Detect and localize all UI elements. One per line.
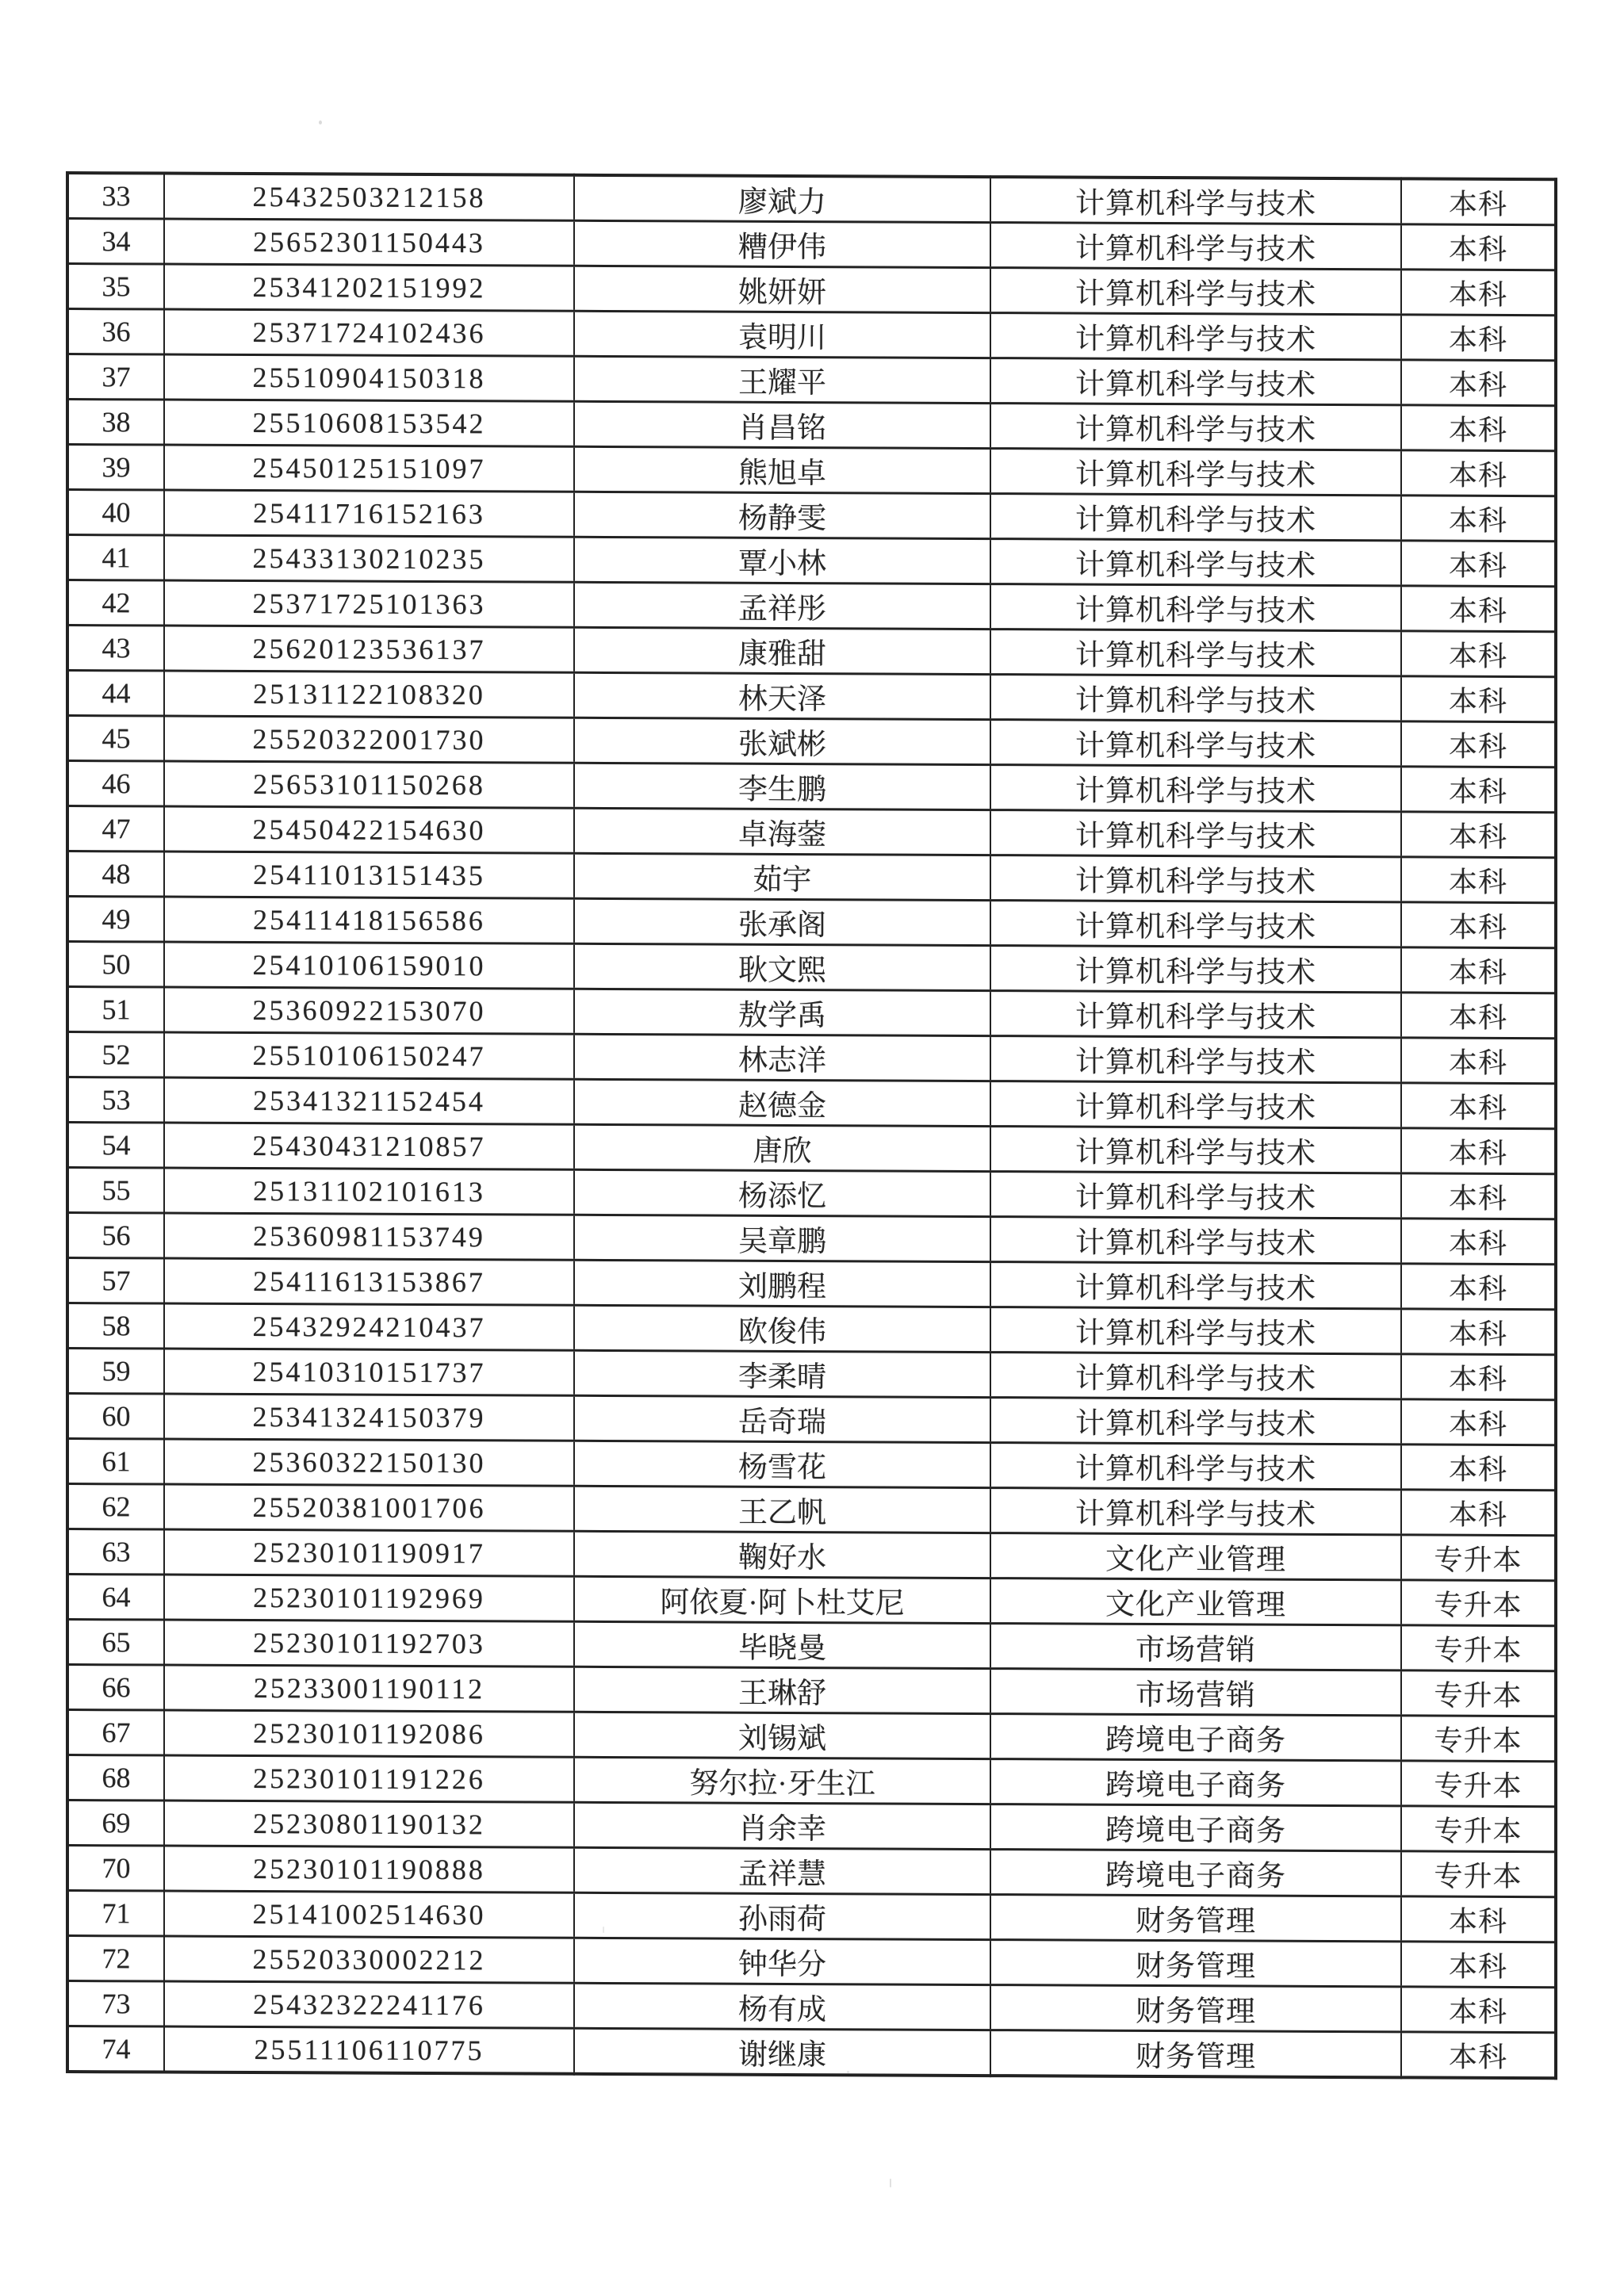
cell-student-name: 唐欣	[574, 1124, 990, 1171]
admission-table	[66, 171, 1557, 2080]
cell-major: 计算机科学与技术	[990, 177, 1401, 224]
scan-artifact	[847, 2071, 849, 2073]
cell-level: 本科	[1401, 631, 1556, 677]
cell-student-name: 杨雪花	[574, 1441, 990, 1487]
cell-row-number: 70	[67, 1846, 164, 1892]
cell-row-number: 55	[67, 1168, 164, 1214]
cell-student-name: 孙雨荷	[574, 1892, 990, 1939]
cell-student-name: 毕晓曼	[574, 1621, 990, 1668]
cell-candidate-number: 25410106159010	[164, 942, 574, 989]
cell-student-name: 赵德金	[574, 1079, 990, 1126]
cell-level: 本科	[1401, 1987, 1556, 2033]
cell-level: 专升本	[1401, 1670, 1556, 1716]
cell-student-name: 孟祥慧	[574, 1847, 990, 1894]
cell-student-name: 王耀平	[574, 356, 990, 403]
table-row	[67, 1439, 1556, 1490]
cell-row-number: 41	[67, 535, 164, 581]
cell-candidate-number: 25520330002212	[164, 1936, 574, 1983]
cell-row-number: 47	[67, 806, 164, 852]
cell-level: 本科	[1401, 1219, 1556, 1265]
cell-row-number: 40	[67, 490, 164, 536]
cell-candidate-number: 25233001190112	[164, 1665, 574, 1712]
cell-row-number: 69	[67, 1800, 164, 1846]
cell-candidate-number: 25620123536137	[164, 626, 574, 672]
cell-level: 本科	[1401, 902, 1556, 948]
cell-major: 计算机科学与技术	[990, 720, 1401, 767]
cell-candidate-number: 25511106110775	[164, 2026, 574, 2074]
cell-student-name: 努尔拉·牙生江	[574, 1757, 990, 1804]
cell-student-name: 袁明川	[574, 311, 990, 358]
cell-major: 计算机科学与技术	[990, 494, 1401, 541]
cell-major: 计算机科学与技术	[990, 946, 1401, 993]
cell-student-name: 吴章鹏	[574, 1215, 990, 1261]
cell-major: 计算机科学与技术	[990, 449, 1401, 496]
cell-row-number: 33	[67, 173, 164, 219]
table-row	[67, 2026, 1556, 2079]
cell-major: 计算机科学与技术	[990, 810, 1401, 857]
cell-candidate-number: 25230801190132	[164, 1800, 574, 1847]
cell-candidate-number: 25230101192086	[164, 1710, 574, 1757]
cell-student-name: 鞠好水	[574, 1531, 990, 1578]
table-row	[67, 535, 1556, 587]
cell-major: 计算机科学与技术	[990, 1036, 1401, 1083]
cell-major: 跨境电子商务	[990, 1714, 1401, 1761]
cell-level: 专升本	[1401, 1761, 1556, 1807]
cell-student-name: 耿文熙	[574, 943, 990, 990]
cell-level: 本科	[1401, 947, 1556, 993]
cell-level: 专升本	[1401, 1716, 1556, 1762]
table-row	[67, 1303, 1556, 1355]
cell-level: 专升本	[1401, 1851, 1556, 1897]
cell-level: 本科	[1401, 1083, 1556, 1129]
cell-row-number: 42	[67, 580, 164, 626]
cell-major: 文化产业管理	[990, 1578, 1401, 1625]
cell-row-number: 56	[67, 1213, 164, 1259]
table-row	[67, 219, 1556, 270]
cell-row-number: 35	[67, 264, 164, 310]
table-row	[67, 761, 1556, 813]
cell-major: 市场营销	[990, 1624, 1401, 1670]
cell-student-name: 李生鹏	[574, 763, 990, 809]
cell-student-name: 王乙帆	[574, 1486, 990, 1533]
cell-row-number: 60	[67, 1394, 164, 1440]
cell-candidate-number: 25230101191226	[164, 1755, 574, 1802]
cell-student-name: 孟祥彤	[574, 582, 990, 629]
cell-level: 本科	[1401, 1128, 1556, 1174]
cell-candidate-number: 25141002514630	[164, 1891, 574, 1938]
cell-student-name: 糟伊伟	[574, 220, 990, 267]
table-row	[67, 987, 1556, 1039]
cell-major: 计算机科学与技术	[990, 539, 1401, 586]
table-row	[67, 1755, 1556, 1807]
cell-level: 本科	[1401, 178, 1556, 224]
cell-row-number: 38	[67, 400, 164, 446]
cell-row-number: 52	[67, 1032, 164, 1078]
cell-major: 财务管理	[990, 1940, 1401, 1987]
cell-major: 计算机科学与技术	[990, 991, 1401, 1038]
cell-major: 计算机科学与技术	[990, 1398, 1401, 1445]
cell-student-name: 李柔晴	[574, 1350, 990, 1397]
cell-candidate-number: 25520322001730	[164, 716, 574, 763]
cell-level: 本科	[1401, 405, 1556, 451]
cell-student-name: 钟华分	[574, 1938, 990, 1984]
cell-row-number: 45	[67, 716, 164, 762]
cell-candidate-number: 25432322241176	[164, 1981, 574, 2028]
admission-table-wrap	[66, 171, 1557, 2080]
cell-candidate-number: 25411716152163	[164, 490, 574, 537]
table-row	[67, 490, 1556, 541]
cell-candidate-number: 25230101192969	[164, 1575, 574, 1621]
cell-student-name: 刘锡斌	[574, 1712, 990, 1758]
cell-major: 计算机科学与技术	[990, 855, 1401, 902]
table-row	[67, 806, 1556, 858]
cell-candidate-number: 25411418156586	[164, 897, 574, 943]
cell-candidate-number: 25450125151097	[164, 445, 574, 492]
cell-level: 本科	[1401, 224, 1556, 270]
cell-level: 本科	[1401, 676, 1556, 722]
cell-student-name: 姚妍妍	[574, 266, 990, 312]
cell-major: 跨境电子商务	[990, 1759, 1401, 1806]
cell-major: 跨境电子商务	[990, 1804, 1401, 1851]
cell-level: 本科	[1401, 586, 1556, 632]
cell-candidate-number: 25432924210437	[164, 1303, 574, 1350]
cell-candidate-number: 25520381001706	[164, 1484, 574, 1531]
cell-major: 计算机科学与技术	[990, 675, 1401, 721]
cell-level: 本科	[1401, 1490, 1556, 1536]
cell-major: 计算机科学与技术	[990, 584, 1401, 631]
cell-major: 计算机科学与技术	[990, 404, 1401, 450]
cell-level: 本科	[1401, 1354, 1556, 1400]
cell-level: 专升本	[1401, 1625, 1556, 1671]
cell-row-number: 66	[67, 1665, 164, 1711]
cell-candidate-number: 25430431210857	[164, 1123, 574, 1169]
cell-row-number: 37	[67, 354, 164, 400]
cell-student-name: 欧俊伟	[574, 1305, 990, 1352]
cell-level: 本科	[1401, 270, 1556, 316]
table-row	[67, 354, 1556, 406]
cell-candidate-number: 25450422154630	[164, 806, 574, 853]
scan-artifact	[319, 121, 322, 124]
cell-student-name: 谢继康	[574, 2028, 990, 2076]
cell-row-number: 63	[67, 1529, 164, 1575]
table-row	[67, 851, 1556, 903]
cell-level: 专升本	[1401, 1806, 1556, 1852]
cell-student-name: 杨有成	[574, 1983, 990, 2030]
table-row	[67, 1936, 1556, 1988]
table-row	[67, 1665, 1556, 1716]
cell-level: 本科	[1401, 1399, 1556, 1445]
table-row	[67, 173, 1556, 225]
table-row	[67, 626, 1556, 677]
table-row	[67, 716, 1556, 767]
cell-row-number: 72	[67, 1936, 164, 1982]
table-row	[67, 1077, 1556, 1129]
cell-candidate-number: 25433130210235	[164, 535, 574, 582]
cell-candidate-number: 25341324150379	[164, 1394, 574, 1441]
cell-major: 跨境电子商务	[990, 1850, 1401, 1896]
cell-student-name: 熊旭卓	[574, 446, 990, 493]
table-row	[67, 1800, 1556, 1852]
cell-candidate-number: 25411613153867	[164, 1258, 574, 1305]
cell-student-name: 张斌彬	[574, 718, 990, 764]
cell-candidate-number: 25230101190917	[164, 1529, 574, 1576]
table-row	[67, 1620, 1556, 1671]
table-row	[67, 264, 1556, 316]
cell-candidate-number: 25230101192703	[164, 1620, 574, 1667]
cell-candidate-number: 25371725101363	[164, 580, 574, 627]
cell-student-name: 卓海蓥	[574, 808, 990, 855]
cell-row-number: 39	[67, 445, 164, 491]
cell-candidate-number: 25411013151435	[164, 851, 574, 898]
cell-student-name: 肖昌铭	[574, 401, 990, 448]
cell-major: 计算机科学与技术	[990, 1307, 1401, 1354]
cell-row-number: 65	[67, 1620, 164, 1666]
cell-student-name: 林天泽	[574, 672, 990, 719]
cell-major: 计算机科学与技术	[990, 1127, 1401, 1173]
table-row	[67, 1123, 1556, 1174]
cell-major: 计算机科学与技术	[990, 1488, 1401, 1535]
table-row	[67, 1575, 1556, 1626]
cell-row-number: 46	[67, 761, 164, 807]
cell-student-name: 杨静雯	[574, 492, 990, 538]
cell-student-name: 林志洋	[574, 1034, 990, 1081]
table-row	[67, 1213, 1556, 1265]
cell-level: 本科	[1401, 857, 1556, 903]
cell-major: 计算机科学与技术	[990, 1172, 1401, 1219]
cell-level: 本科	[1401, 1309, 1556, 1355]
cell-candidate-number: 25371724102436	[164, 309, 574, 356]
cell-candidate-number: 25410310151737	[164, 1349, 574, 1395]
table-row	[67, 897, 1556, 948]
cell-student-name: 王琳舒	[574, 1667, 990, 1713]
cell-level: 本科	[1401, 315, 1556, 361]
cell-row-number: 68	[67, 1755, 164, 1801]
cell-candidate-number: 25432503212158	[164, 174, 574, 221]
cell-row-number: 57	[67, 1258, 164, 1304]
cell-student-name: 杨添忆	[574, 1169, 990, 1216]
cell-major: 计算机科学与技术	[990, 268, 1401, 315]
cell-level: 本科	[1401, 360, 1556, 406]
cell-candidate-number: 25360981153749	[164, 1213, 574, 1260]
cell-level: 本科	[1401, 812, 1556, 858]
cell-candidate-number: 25510904150318	[164, 354, 574, 401]
cell-candidate-number: 25510106150247	[164, 1032, 574, 1079]
table-row	[67, 1349, 1556, 1400]
cell-candidate-number: 25360322150130	[164, 1439, 574, 1486]
cell-level: 本科	[1401, 1038, 1556, 1084]
table-row	[67, 1710, 1556, 1762]
scan-artifact	[890, 2179, 891, 2187]
cell-level: 本科	[1401, 993, 1556, 1039]
cell-candidate-number: 25341321152454	[164, 1077, 574, 1124]
cell-level: 本科	[1401, 1264, 1556, 1310]
cell-level: 专升本	[1401, 1535, 1556, 1581]
cell-major: 计算机科学与技术	[990, 223, 1401, 270]
table-row	[67, 445, 1556, 496]
cell-major: 财务管理	[990, 2030, 1401, 2078]
cell-major: 计算机科学与技术	[990, 1262, 1401, 1309]
cell-level: 专升本	[1401, 1580, 1556, 1626]
cell-candidate-number: 25653101150268	[164, 761, 574, 808]
cell-candidate-number: 25131102101613	[164, 1168, 574, 1215]
cell-student-name: 康雅甜	[574, 627, 990, 674]
cell-candidate-number: 25652301150443	[164, 219, 574, 266]
cell-row-number: 71	[67, 1891, 164, 1937]
cell-major: 计算机科学与技术	[990, 358, 1401, 405]
table-row	[67, 309, 1556, 361]
cell-student-name: 茹宇	[574, 853, 990, 900]
cell-student-name: 廖斌力	[574, 175, 990, 223]
cell-row-number: 44	[67, 671, 164, 717]
cell-row-number: 36	[67, 309, 164, 355]
cell-level: 本科	[1401, 1173, 1556, 1219]
cell-row-number: 74	[67, 2026, 164, 2072]
cell-major: 财务管理	[990, 1985, 1401, 2032]
cell-row-number: 43	[67, 626, 164, 672]
cell-row-number: 73	[67, 1981, 164, 2027]
cell-student-name: 刘鹏程	[574, 1260, 990, 1307]
table-row	[67, 1981, 1556, 2033]
cell-candidate-number: 25360922153070	[164, 987, 574, 1034]
cell-row-number: 53	[67, 1077, 164, 1123]
cell-major: 计算机科学与技术	[990, 629, 1401, 676]
cell-major: 文化产业管理	[990, 1533, 1401, 1580]
cell-student-name: 敖学禹	[574, 989, 990, 1035]
table-row	[67, 1891, 1556, 1942]
cell-candidate-number: 25341202151992	[164, 264, 574, 311]
cell-row-number: 51	[67, 987, 164, 1033]
cell-level: 本科	[1401, 721, 1556, 767]
cell-student-name: 张承阁	[574, 898, 990, 945]
cell-row-number: 54	[67, 1123, 164, 1169]
cell-level: 本科	[1401, 450, 1556, 496]
table-row	[67, 1529, 1556, 1581]
table-row	[67, 1258, 1556, 1310]
table-row	[67, 580, 1556, 632]
cell-row-number: 59	[67, 1349, 164, 1395]
cell-student-name: 阿依夏·阿卜杜艾尼	[574, 1576, 990, 1623]
cell-major: 计算机科学与技术	[990, 1217, 1401, 1264]
table-row	[67, 1394, 1556, 1445]
table-row	[67, 671, 1556, 722]
table-row	[67, 942, 1556, 993]
cell-level: 本科	[1401, 496, 1556, 541]
cell-student-name: 岳奇瑞	[574, 1395, 990, 1442]
cell-candidate-number: 25230101190888	[164, 1846, 574, 1892]
cell-major: 计算机科学与技术	[990, 901, 1401, 947]
table-row	[67, 1032, 1556, 1084]
cell-row-number: 48	[67, 851, 164, 897]
cell-level: 本科	[1401, 2032, 1556, 2078]
cell-major: 计算机科学与技术	[990, 313, 1401, 360]
cell-student-name: 肖余幸	[574, 1802, 990, 1849]
cell-candidate-number: 25510608153542	[164, 400, 574, 446]
cell-level: 本科	[1401, 1445, 1556, 1490]
cell-row-number: 49	[67, 897, 164, 943]
cell-row-number: 67	[67, 1710, 164, 1756]
table-row	[67, 1846, 1556, 1897]
cell-level: 本科	[1401, 1942, 1556, 1988]
cell-major: 计算机科学与技术	[990, 1443, 1401, 1490]
cell-candidate-number: 25131122108320	[164, 671, 574, 718]
cell-level: 本科	[1401, 1896, 1556, 1942]
cell-student-name: 覃小林	[574, 537, 990, 584]
cell-level: 本科	[1401, 541, 1556, 587]
table-row	[67, 1484, 1556, 1536]
cell-row-number: 64	[67, 1575, 164, 1621]
scan-artifact	[603, 1927, 604, 1933]
cell-major: 财务管理	[990, 1895, 1401, 1942]
cell-major: 计算机科学与技术	[990, 1081, 1401, 1128]
table-row	[67, 1168, 1556, 1219]
cell-level: 本科	[1401, 767, 1556, 813]
table-row	[67, 400, 1556, 451]
cell-row-number: 62	[67, 1484, 164, 1530]
cell-row-number: 34	[67, 219, 164, 265]
cell-row-number: 61	[67, 1439, 164, 1485]
cell-major: 计算机科学与技术	[990, 1353, 1401, 1399]
cell-major: 计算机科学与技术	[990, 765, 1401, 812]
cell-row-number: 58	[67, 1303, 164, 1349]
cell-major: 市场营销	[990, 1669, 1401, 1716]
cell-row-number: 50	[67, 942, 164, 988]
